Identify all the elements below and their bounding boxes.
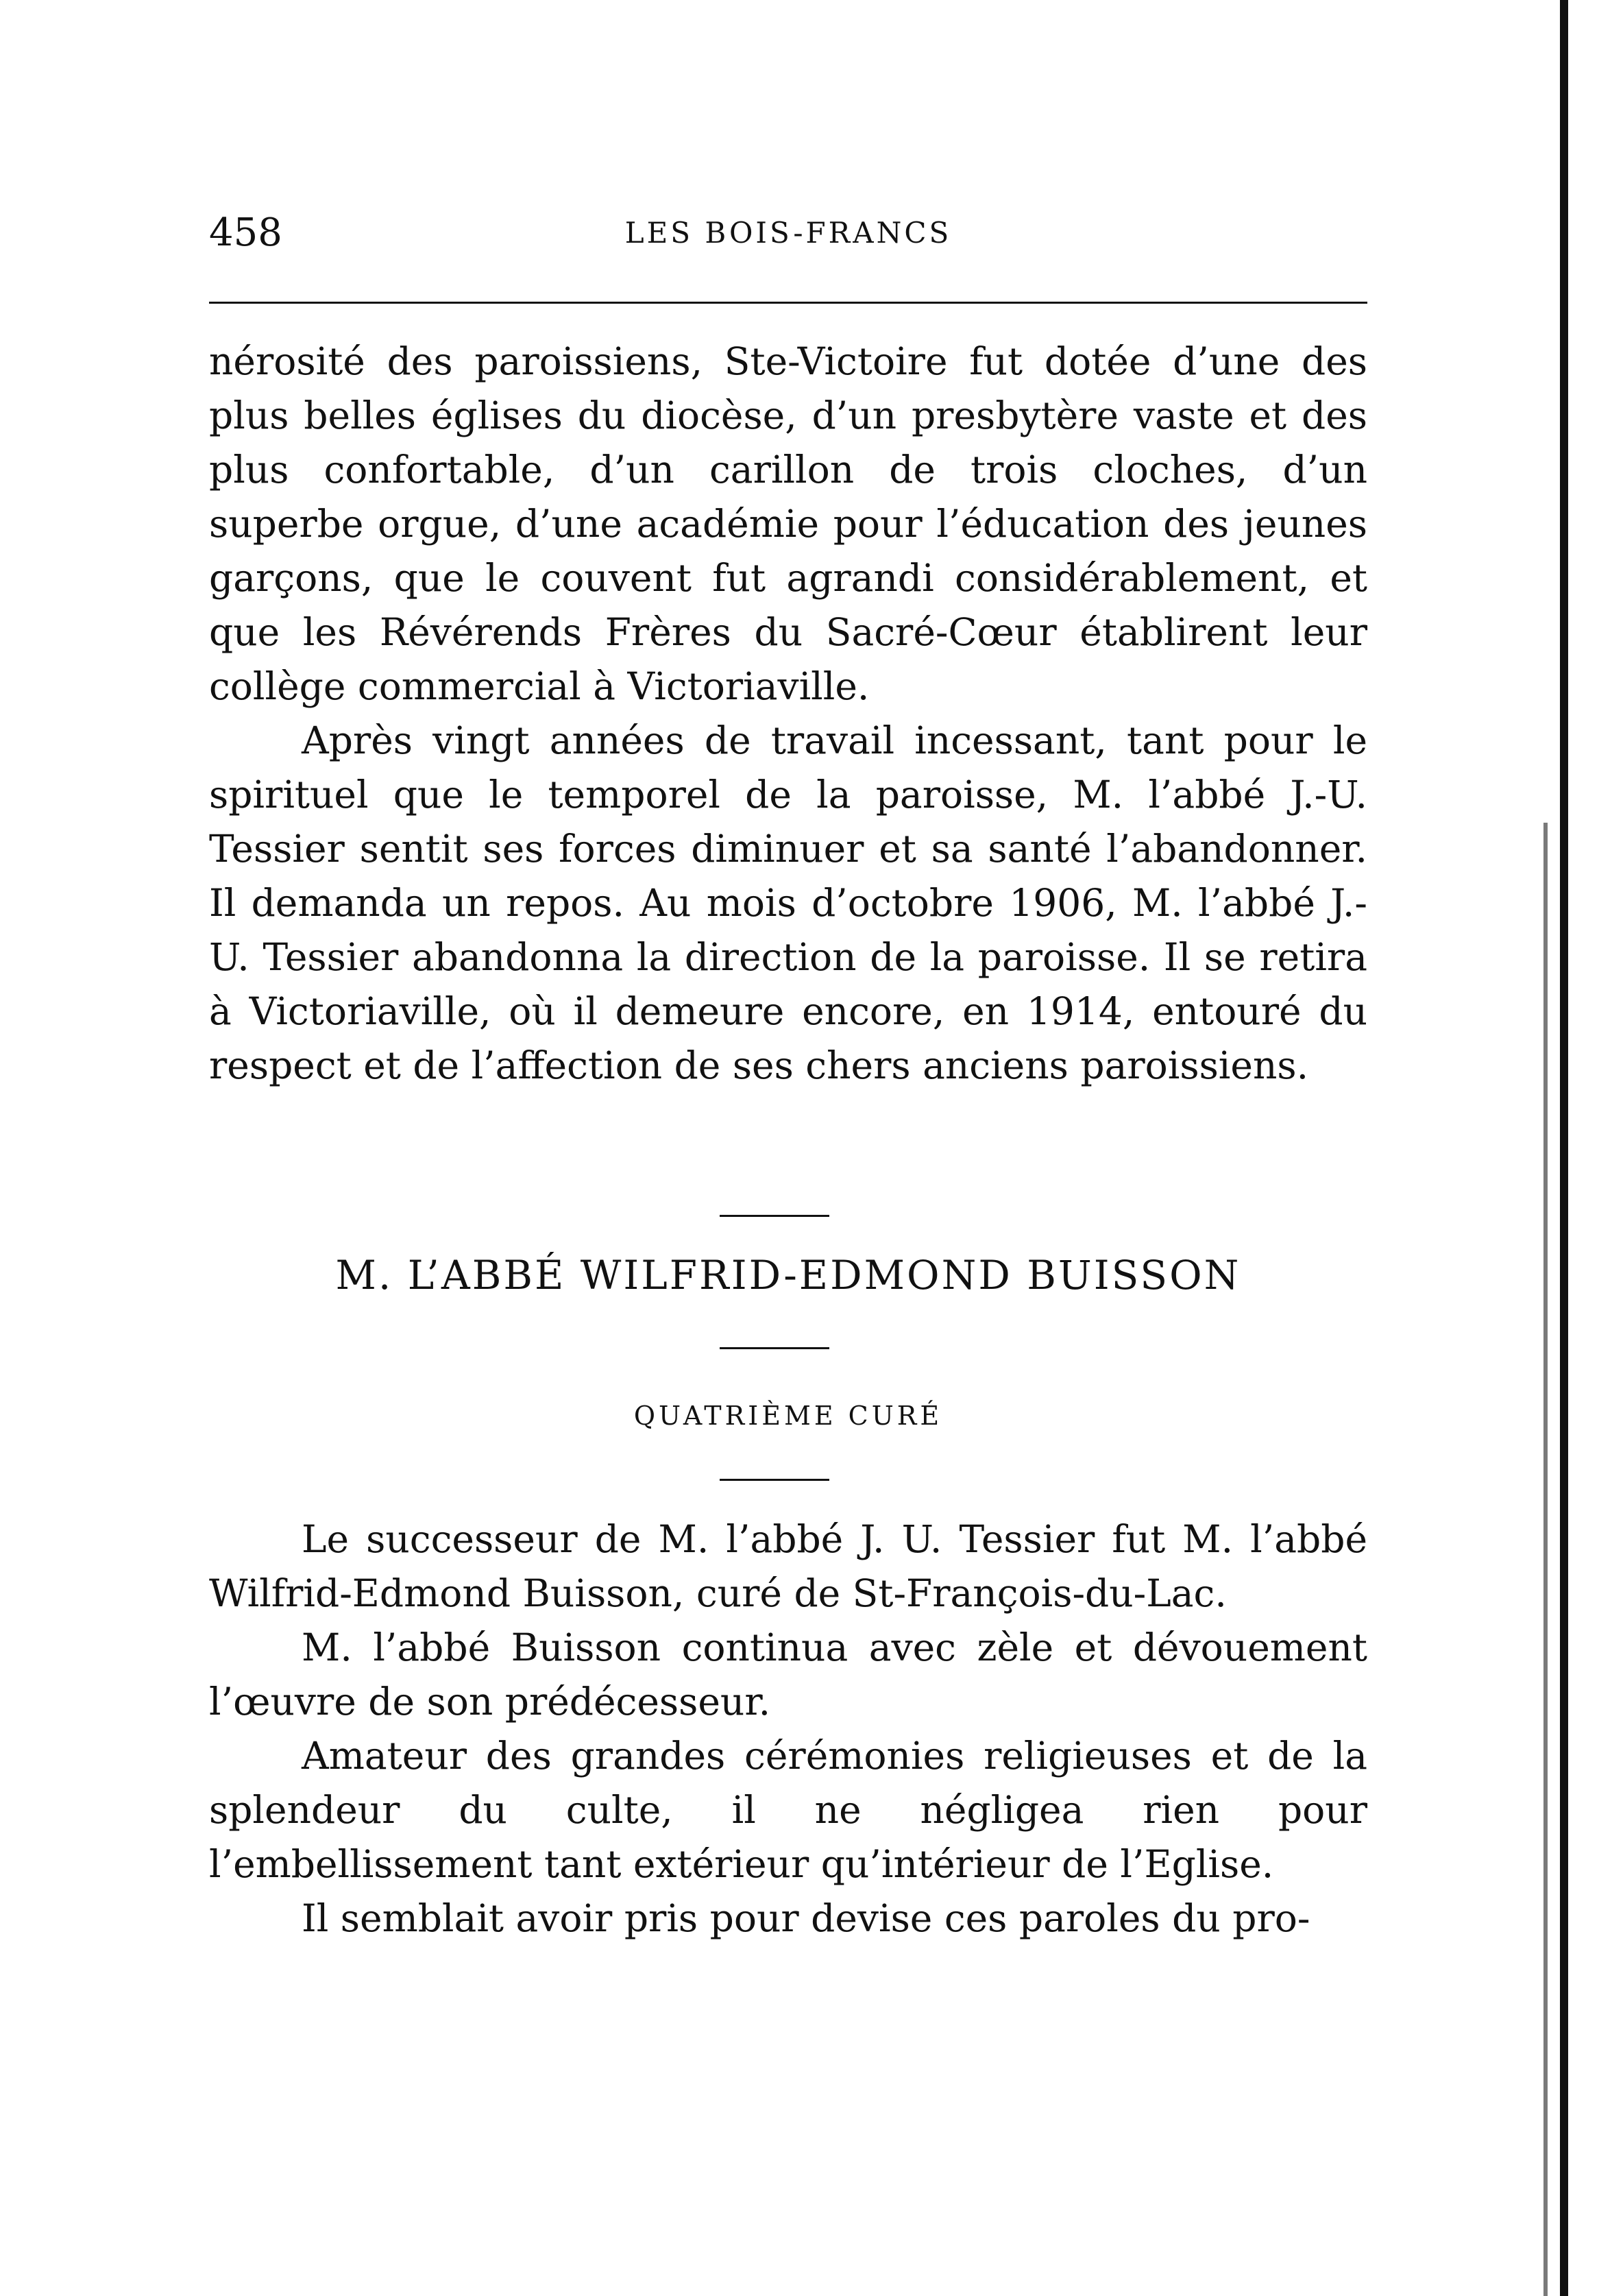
text-block-top [209,335,1367,1093]
paragraph: Le successeur de M. l’abbé J. U. Tessier fut M. l’abbé Wilfrid-Edmond Buisson, curé de St-François-du-Lac. [209,1517,1367,1615]
page-edge-shadow [1543,823,1548,2296]
section-title: M. L’ABBÉ WILFRID-EDMOND BUISSON [335,1252,1241,1298]
paragraph: Amateur des grandes cérémonies religieuses et de la splendeur du culte, il ne négligea rien pour l’embellissement tant extérieur qu’intérieur de l’Eglise. [209,1734,1367,1886]
paragraph-continued: nérosité des paroissiens, Ste-Victoire fut dotée d’une des plus belles églises du diocèse, d’un presbytère vaste et des plus confortable, d’un carillon de trois cloches, d’un superbe orgue, d’une académie pour l’éducation des jeunes garçons, que le couvent fut agrandi considérablement, et que les Révérends Frères du Sacré-Cœur établirent leur collège commercial à Victoriaville. [209,339,1367,708]
text-block-bottom [209,1512,1367,1946]
paragraph: Après vingt années de travail incessant, tant pour le spirituel que le temporel de la paroisse, M. l’abbé J.-U. Tessier sentit ses forces diminuer et sa santé l’abandonner. Il demanda un repos. Au mois d’octobre 1906, M. l’abbé J.-U. Tessier abandonna la direction de la paroisse. Il se retira à Victoriaville, où il demeure encore, en 1914, entouré du respect et de l’affection de ses chers anciens paroissiens. [209,718,1367,1087]
section-divider [720,1479,829,1481]
paragraph: Il semblait avoir pris pour devise ces paroles du pro- [302,1896,1310,1940]
header-rule [209,302,1367,304]
page-number: 458 [209,210,282,255]
section-divider [720,1347,829,1349]
running-head: LES BOIS-FRANCS [624,216,952,250]
page-header [209,206,1367,261]
section-subtitle: QUATRIÈME CURÉ [633,1401,943,1431]
page-edge-shadow [1560,0,1568,2296]
paragraph: M. l’abbé Buisson continua avec zèle et dévouement l’œuvre de son prédécesseur. [209,1626,1367,1724]
section-divider [720,1215,829,1217]
